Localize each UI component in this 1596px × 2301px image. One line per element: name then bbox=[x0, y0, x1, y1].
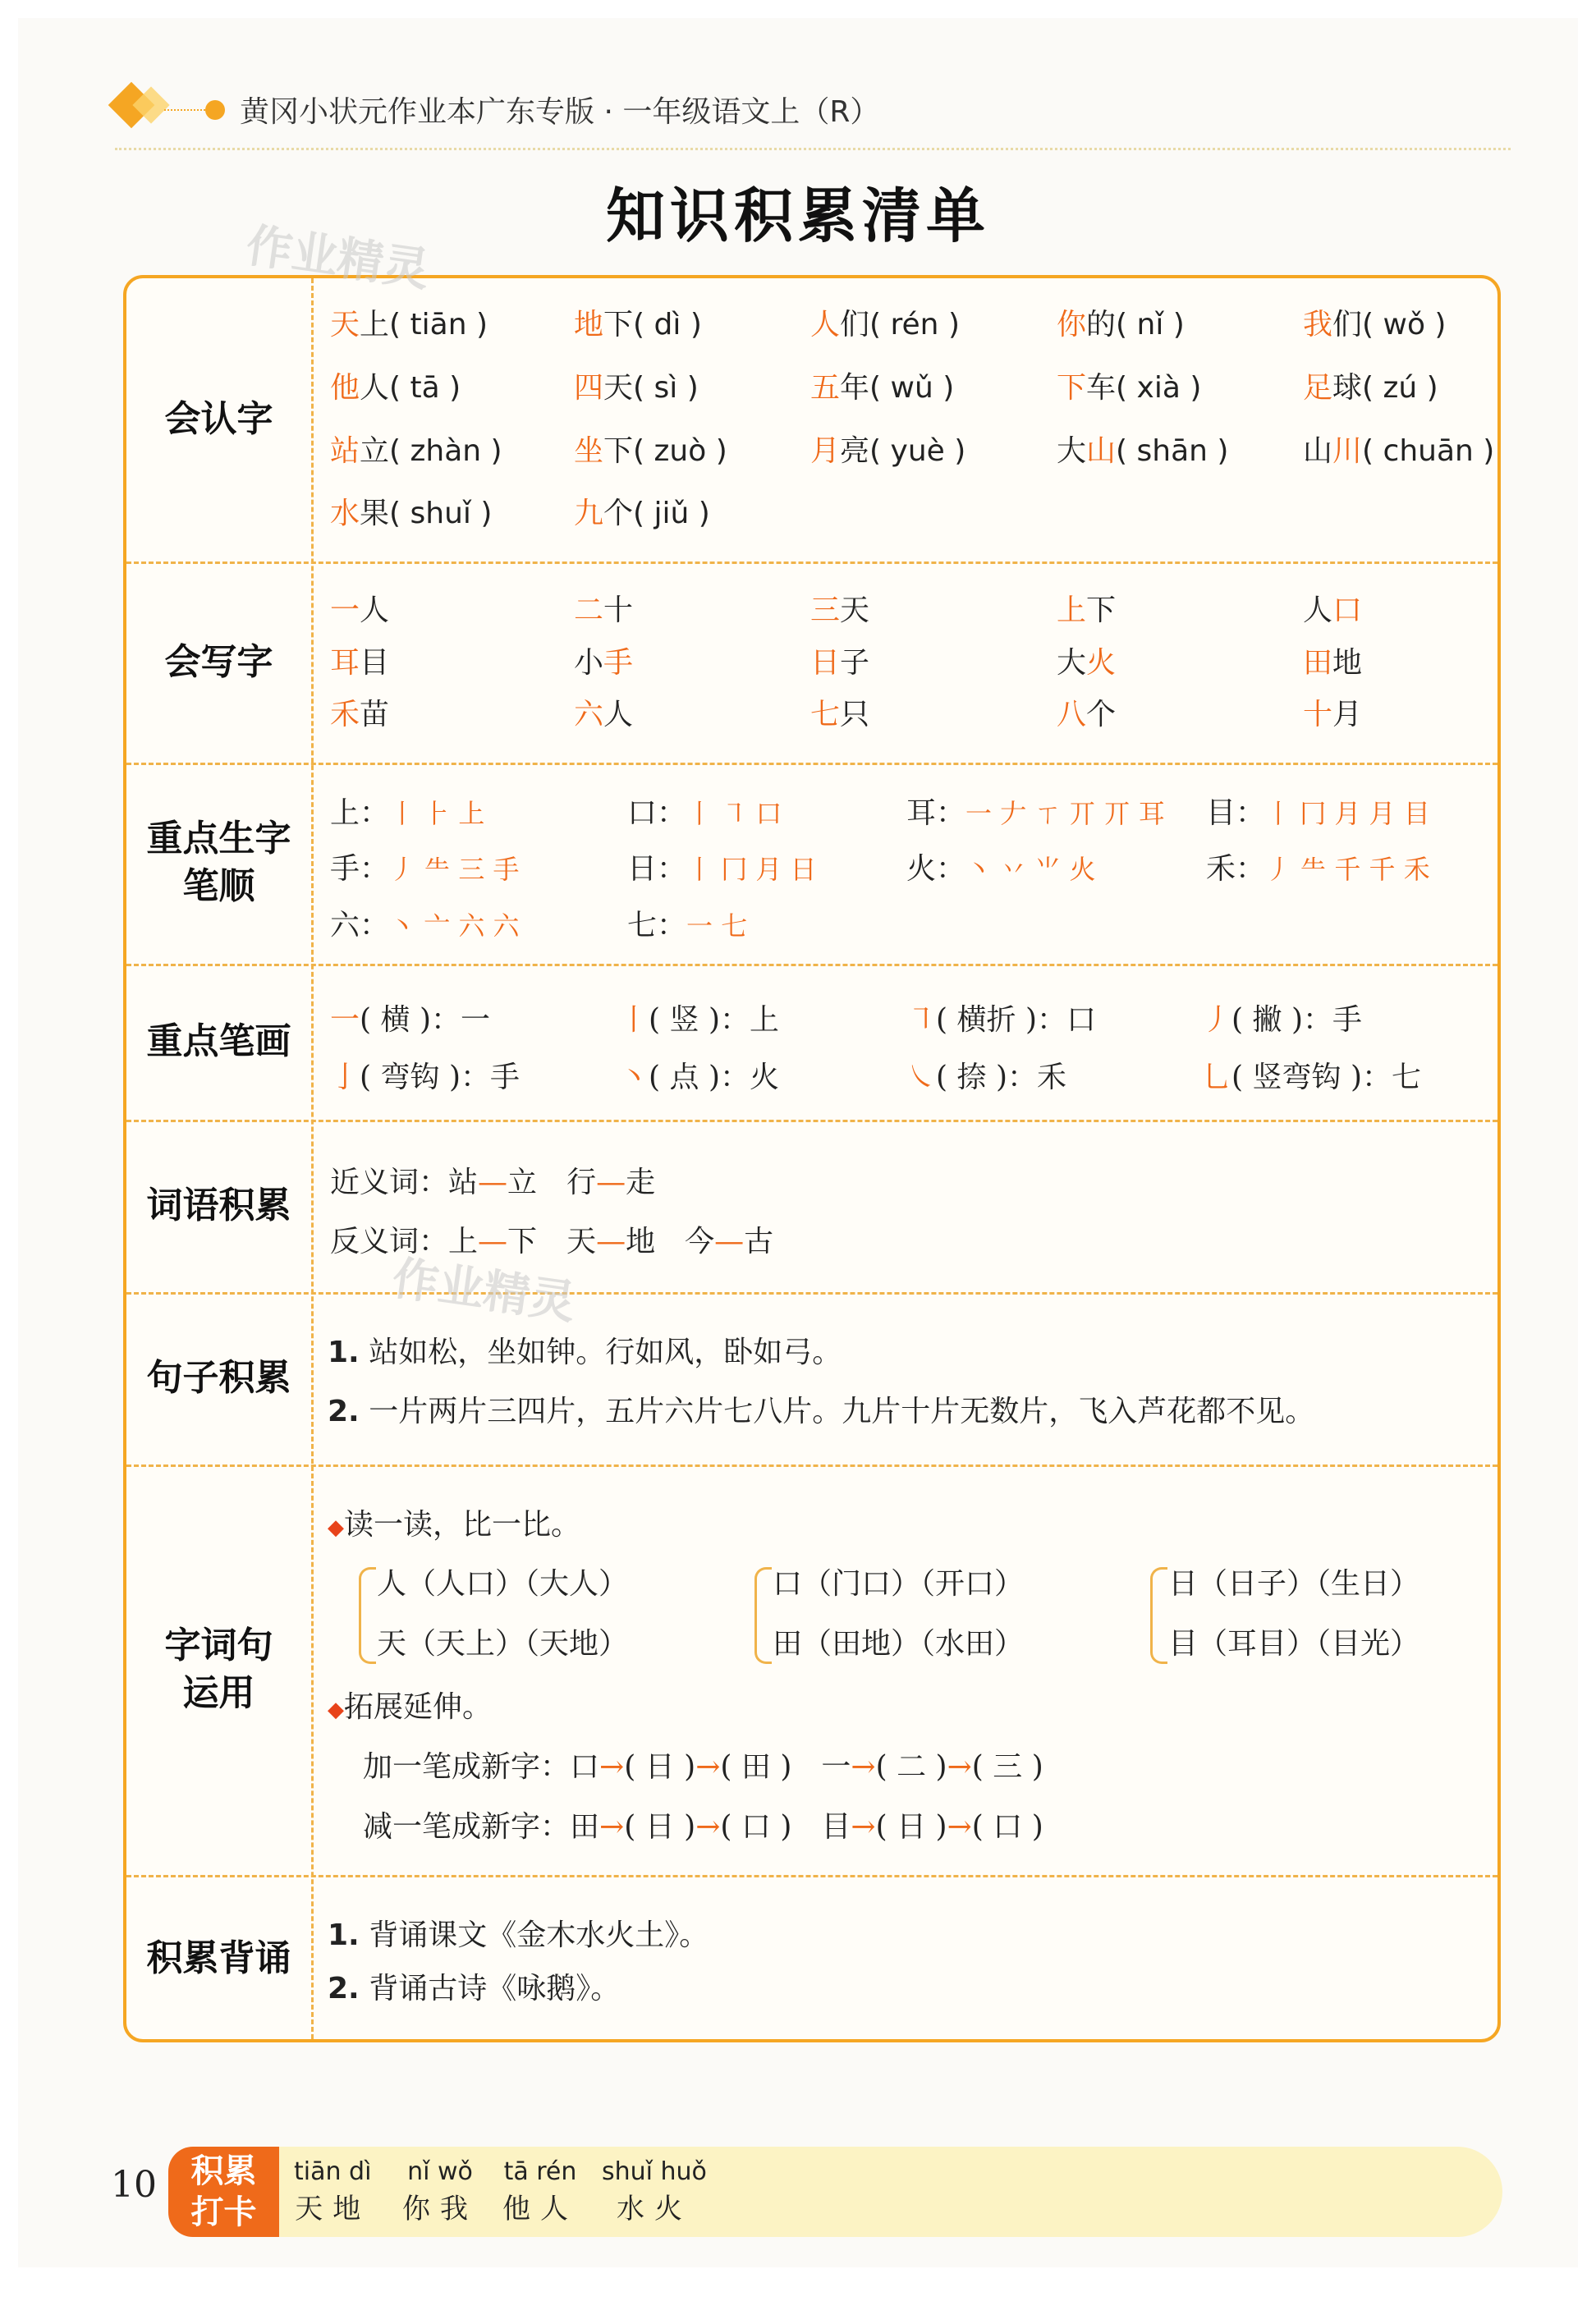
stroke-order-item: 日：丨 冂 月 日 bbox=[627, 852, 817, 886]
write-word: 十月 bbox=[1303, 698, 1363, 731]
stroke-order-item: 口：丨 ㇕ 口 bbox=[627, 796, 782, 830]
compare-group-2a: 口（门口）（开口） bbox=[773, 1567, 1025, 1601]
recognize-word: 地下( dì ) bbox=[574, 308, 702, 341]
write-word: 小手 bbox=[574, 646, 634, 680]
key-stroke-item: 丶( 点 )：火 bbox=[619, 1061, 780, 1094]
header-dot-icon bbox=[205, 100, 225, 120]
sentence-1: 1. 站如松，坐如钟。行如风，卧如弓。 bbox=[328, 1336, 842, 1369]
recognize-word: 五年( wǔ ) bbox=[810, 371, 955, 405]
add-stroke-line: 加一笔成新字：口→( 日 )→( 田 ) 一→( 二 )→( 三 ) bbox=[363, 1750, 1043, 1784]
write-word: 八个 bbox=[1057, 698, 1117, 731]
label-usage-line1: 字词句 bbox=[164, 1625, 273, 1666]
dash: — bbox=[596, 1225, 626, 1258]
watermark: 作业精灵 bbox=[388, 1251, 579, 1331]
recognize-word: 站立( zhàn ) bbox=[330, 434, 502, 468]
key-stroke-item: ㇕( 横折 )：口 bbox=[906, 1003, 1097, 1037]
write-word: 禾苗 bbox=[330, 698, 390, 731]
recognize-word: 下车( xià ) bbox=[1057, 371, 1202, 405]
write-word: 大火 bbox=[1057, 646, 1117, 680]
footer-word-4: shuǐ huǒ 水火 bbox=[602, 2157, 707, 2225]
key-stroke-item: 丨( 竖 )：上 bbox=[619, 1003, 780, 1037]
header-rule bbox=[115, 148, 1511, 150]
label-recognize: 会认字 bbox=[164, 398, 273, 440]
extension-title: ◆拓展延伸。 bbox=[328, 1690, 493, 1724]
dash: — bbox=[596, 1166, 626, 1199]
arrow-right-icon: → bbox=[599, 1810, 625, 1844]
write-word: 人口 bbox=[1303, 594, 1363, 627]
recognize-word: 天上( tiān ) bbox=[330, 308, 488, 341]
antonym-pair: 天—地 bbox=[566, 1225, 656, 1258]
footer-word-3: tā rén 他人 bbox=[502, 2157, 578, 2225]
footer-badge: 积累 打卡 bbox=[168, 2147, 279, 2237]
key-stroke-item: 乚( 竖弯钩 )：七 bbox=[1202, 1061, 1422, 1094]
stroke-order-item: 耳：一 𠂇 ㄒ 丌 丌 耳 bbox=[906, 796, 1165, 830]
label-stroke-order-line1: 重点生字 bbox=[146, 818, 291, 859]
read-compare-title: ◆读一读，比一比。 bbox=[328, 1508, 581, 1542]
write-word: 耳目 bbox=[330, 646, 390, 680]
antonyms-label: 反义词： bbox=[330, 1225, 449, 1258]
recognize-word: 他人( tā ) bbox=[330, 371, 461, 405]
compare-group-3a: 日（日子）（生日） bbox=[1168, 1567, 1420, 1601]
footer-word-1: tiān dì 天地 bbox=[294, 2157, 372, 2225]
sentence-2: 2. 一片两片三四片，五片六片七八片。九片十片无数片，飞入芦花都不见。 bbox=[328, 1395, 1315, 1428]
label-usage-line2: 运用 bbox=[182, 1672, 255, 1714]
row-divider bbox=[126, 1292, 1497, 1295]
arrow-right-icon: → bbox=[695, 1810, 721, 1844]
compare-group-3b: 目（耳目）（目光） bbox=[1168, 1627, 1420, 1661]
footer-word-2: nǐ wǒ 你我 bbox=[402, 2157, 478, 2225]
synonym-pair: 行—走 bbox=[566, 1166, 656, 1199]
write-word: 一人 bbox=[330, 594, 390, 627]
stroke-order-item: 上：丨 ⺊ 上 bbox=[330, 796, 485, 830]
write-word: 日子 bbox=[810, 646, 870, 680]
header-dotted-line bbox=[164, 109, 205, 111]
stroke-order-item: 七：一 七 bbox=[627, 909, 748, 942]
recognize-word: 我们( wǒ ) bbox=[1303, 308, 1447, 341]
recognize-word: 月亮( yuè ) bbox=[810, 434, 966, 468]
key-stroke-item: 一( 横 )：一 bbox=[330, 1003, 491, 1037]
dash: — bbox=[714, 1225, 745, 1258]
recognize-word: 四天( sì ) bbox=[574, 371, 699, 405]
compare-group-1a: 人（人口）（大人） bbox=[377, 1567, 629, 1601]
stroke-order-item: 火：丶 丷 ⺌ 火 bbox=[906, 852, 1096, 886]
arrow-right-icon: → bbox=[947, 1750, 972, 1784]
synonym-pair: 站—立 bbox=[448, 1166, 538, 1199]
recognize-word: 九个( jiǔ ) bbox=[574, 497, 710, 530]
key-stroke-item: ㇏( 捺 )：禾 bbox=[906, 1061, 1067, 1094]
recognize-word: 山川( chuān ) bbox=[1303, 434, 1495, 468]
key-stroke-item: 亅( 弯钩 )：手 bbox=[330, 1061, 521, 1094]
synonyms-label: 近义词： bbox=[330, 1166, 449, 1199]
recognize-word: 你的( nǐ ) bbox=[1057, 308, 1185, 341]
brace-icon bbox=[1150, 1567, 1167, 1664]
recite-item-1: 1. 背诵课文《金木水火土》。 bbox=[328, 1918, 709, 1952]
header-book-title: 黄冈小状元作业本广东专版 · 一年级语文上（R） bbox=[240, 95, 880, 129]
label-recite: 积累背诵 bbox=[146, 1937, 291, 1979]
page-number: 10 bbox=[111, 2164, 157, 2206]
dash: — bbox=[478, 1225, 508, 1258]
column-divider bbox=[311, 278, 314, 2039]
dash: — bbox=[478, 1166, 508, 1199]
row-divider bbox=[126, 1120, 1497, 1122]
row-divider bbox=[126, 1464, 1497, 1467]
write-word: 三天 bbox=[810, 594, 870, 627]
antonym-pair: 今—古 bbox=[685, 1225, 774, 1258]
stroke-order-item: 六：丶 亠 六 六 bbox=[330, 909, 520, 942]
row-divider bbox=[126, 763, 1497, 765]
arrow-right-icon: → bbox=[599, 1750, 625, 1784]
page-title: 知识积累清单 bbox=[605, 181, 990, 250]
remove-stroke-line: 减一笔成新字：田→( 日 )→( 口 ) 目→( 日 )→( 口 ) bbox=[363, 1810, 1043, 1844]
label-stroke-order-line2: 笔顺 bbox=[182, 865, 255, 907]
label-usage bbox=[126, 1622, 311, 1717]
arrow-right-icon: → bbox=[947, 1810, 972, 1844]
diamond-bullet-icon: ◆ bbox=[328, 1698, 344, 1722]
watermark: 作业精灵 bbox=[242, 218, 433, 298]
label-stroke-order bbox=[126, 815, 311, 910]
write-word: 田地 bbox=[1303, 646, 1363, 680]
synonyms-line bbox=[330, 1159, 655, 1201]
compare-group-2b: 田（田地）（水田） bbox=[773, 1627, 1025, 1661]
write-word: 上下 bbox=[1057, 594, 1117, 627]
row-divider bbox=[126, 561, 1497, 564]
stroke-order-item: 手：丿 ⺧ 三 手 bbox=[330, 852, 520, 886]
knowledge-table bbox=[123, 275, 1501, 2042]
label-words: 词语积累 bbox=[146, 1185, 291, 1226]
brace-icon bbox=[754, 1567, 772, 1664]
diamond-bullet-icon: ◆ bbox=[328, 1515, 344, 1540]
stroke-order-item: 禾：丿 ⺧ 千 千 禾 bbox=[1206, 852, 1430, 886]
stroke-order-item: 目：丨 冂 月 月 目 bbox=[1206, 796, 1430, 830]
recognize-word: 大山( shān ) bbox=[1057, 434, 1229, 468]
recite-item-2: 2. 背诵古诗《咏鹅》。 bbox=[328, 1972, 621, 2005]
arrow-right-icon: → bbox=[851, 1750, 876, 1784]
recognize-word: 坐下( zuò ) bbox=[574, 434, 727, 468]
recognize-word: 人们( rén ) bbox=[810, 308, 960, 341]
recognize-word: 水果( shuǐ ) bbox=[330, 497, 493, 530]
recognize-word: 足球( zú ) bbox=[1303, 371, 1438, 405]
arrow-right-icon: → bbox=[695, 1750, 721, 1784]
antonym-pair: 上—下 bbox=[448, 1225, 538, 1258]
label-strokes: 重点笔画 bbox=[146, 1020, 291, 1062]
write-word: 七只 bbox=[810, 698, 870, 731]
write-word: 六人 bbox=[574, 698, 634, 731]
label-write: 会写字 bbox=[164, 641, 273, 683]
row-divider bbox=[126, 1875, 1497, 1877]
arrow-right-icon: → bbox=[851, 1810, 876, 1844]
row-divider bbox=[126, 964, 1497, 966]
compare-group-1b: 天（天上）（天地） bbox=[377, 1627, 629, 1661]
brace-icon bbox=[359, 1567, 376, 1664]
label-sentences: 句子积累 bbox=[146, 1357, 291, 1399]
write-word: 二十 bbox=[574, 594, 634, 627]
key-stroke-item: 丿( 撇 )：手 bbox=[1202, 1003, 1363, 1037]
